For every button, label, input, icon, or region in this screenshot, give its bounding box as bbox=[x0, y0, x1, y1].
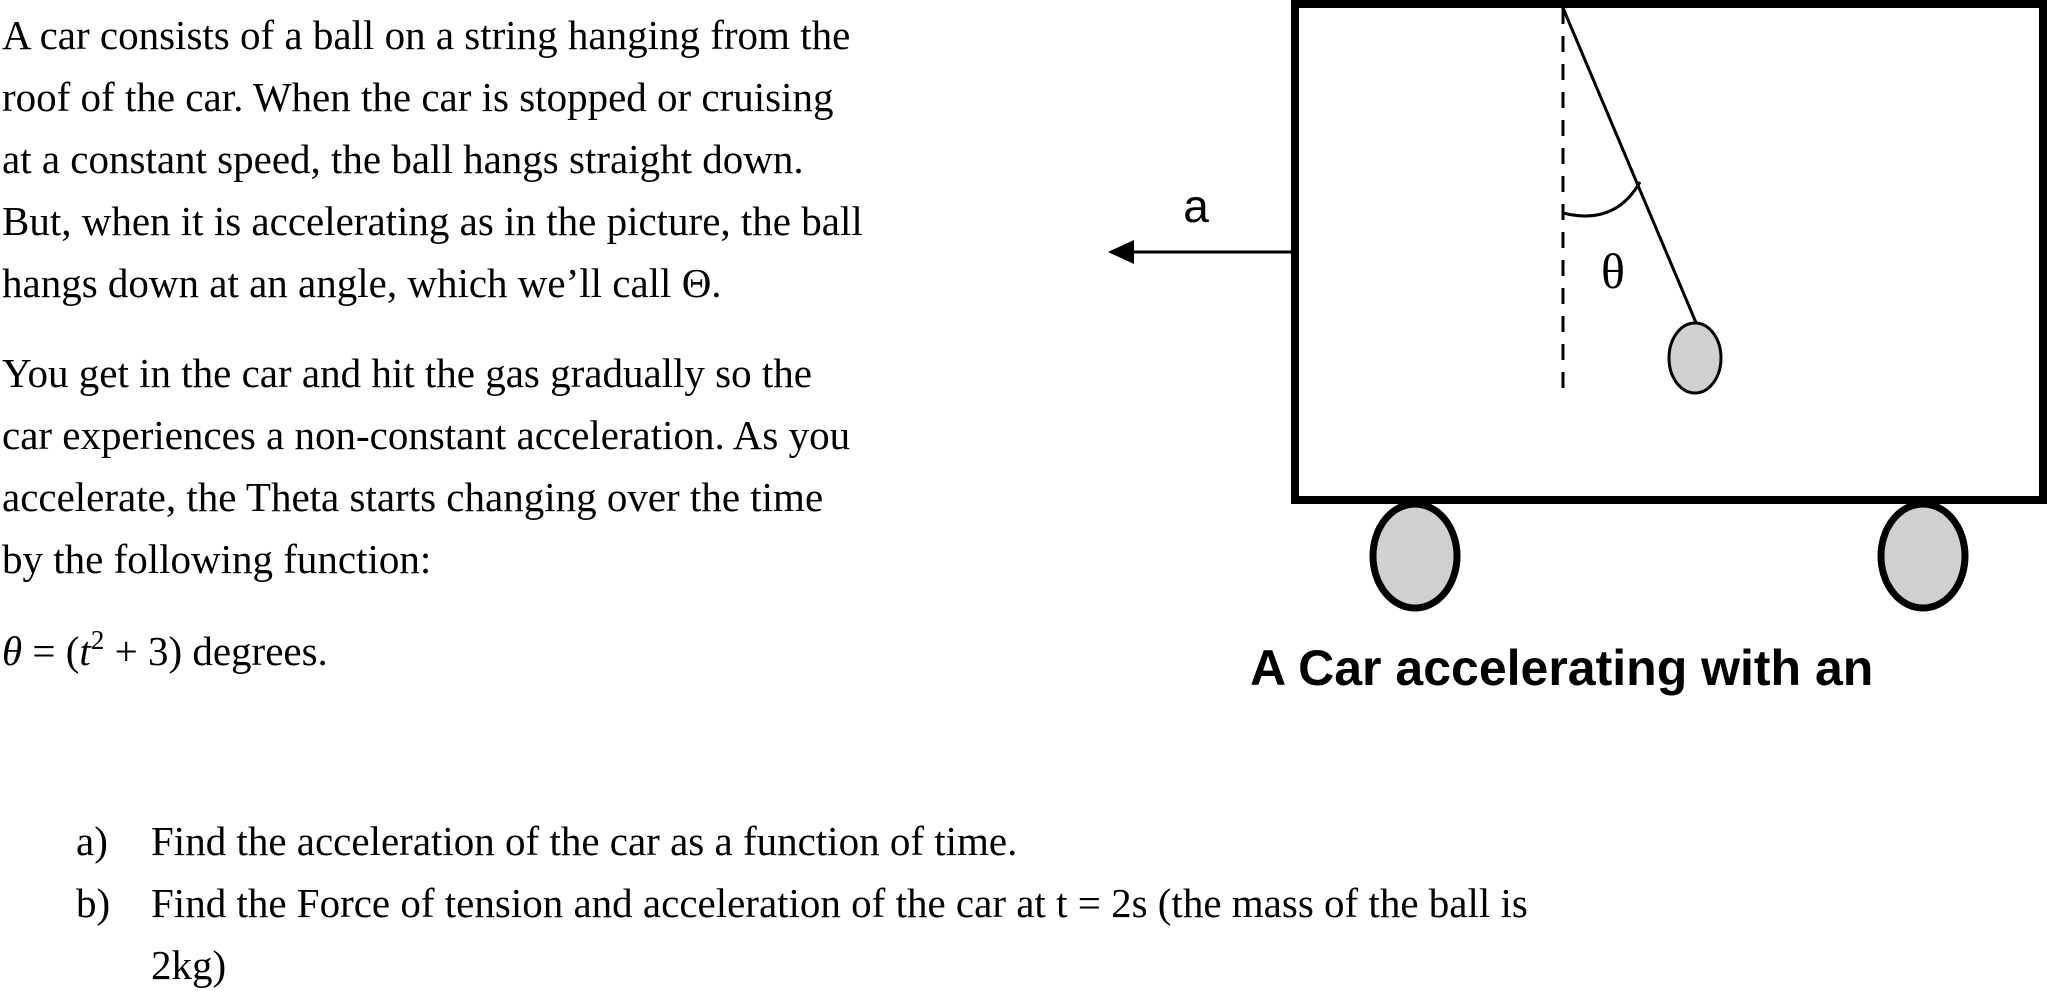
angle-arc bbox=[1563, 182, 1640, 216]
formula-open-paren: ( bbox=[65, 628, 80, 674]
intro-line: A car consists of a ball on a string hanging from the bbox=[2, 12, 851, 58]
question-text: 2kg) bbox=[151, 942, 227, 988]
question-text: Find the acceleration of the car as a function of time. bbox=[151, 818, 1018, 864]
acceleration-arrowhead bbox=[1108, 240, 1134, 264]
second-line: car experiences a non-constant acceleration. As you bbox=[2, 412, 851, 458]
diagram-caption: A Car accelerating with an bbox=[1250, 640, 1874, 696]
second-line: by the following function: bbox=[2, 536, 432, 582]
formula-equals: = bbox=[32, 628, 56, 674]
pendulum-ball bbox=[1669, 323, 1721, 393]
second-line: You get in the car and hit the gas gradually so the bbox=[2, 350, 812, 396]
rear-wheel bbox=[1881, 504, 1965, 608]
pendulum-string bbox=[1563, 8, 1697, 325]
intro-line: roof of the car. When the car is stopped or cruising bbox=[2, 74, 834, 120]
formula-unit: degrees. bbox=[182, 628, 328, 674]
question-text: Find the Force of tension and acceleration of the car at t = 2s (the mass of the ball is bbox=[151, 880, 1528, 926]
question-marker: b) bbox=[76, 880, 111, 926]
second-line: accelerate, the Theta starts changing over the time bbox=[2, 474, 824, 520]
formula-close-paren: ) bbox=[168, 628, 183, 674]
formula-variable-t: t bbox=[79, 628, 91, 674]
formula-rest: + 3 bbox=[104, 628, 169, 674]
intro-line: at a constant speed, the ball hangs straight down. bbox=[2, 136, 804, 182]
angle-theta-label: θ bbox=[1601, 243, 1625, 299]
intro-line: hangs down at an angle, which we’ll call Θ. bbox=[2, 260, 722, 306]
front-wheel bbox=[1373, 504, 1457, 608]
formula-exponent: 2 bbox=[90, 625, 105, 655]
car-body bbox=[1295, 4, 2043, 500]
acceleration-label: a bbox=[1183, 180, 1209, 232]
formula-theta: θ bbox=[2, 628, 23, 674]
question-marker: a) bbox=[76, 818, 108, 864]
intro-line: But, when it is accelerating as in the picture, the ball bbox=[2, 198, 863, 244]
